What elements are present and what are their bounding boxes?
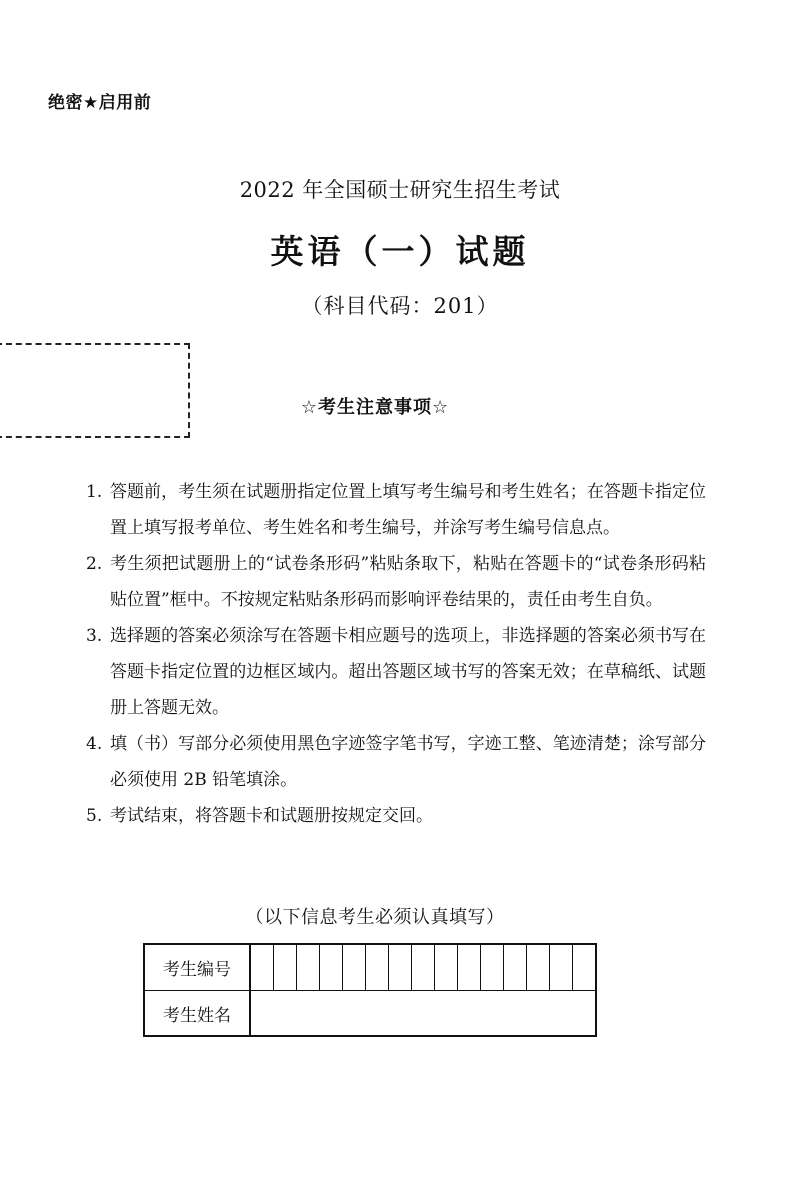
notice-item (86, 726, 706, 798)
notice-list (86, 474, 706, 834)
candidate-number-label: 考生编号 (144, 944, 250, 991)
candidate-number-digit-box[interactable] (297, 944, 320, 991)
candidate-number-digit-box[interactable] (389, 944, 412, 991)
candidate-number-digit-box[interactable] (366, 944, 389, 991)
notice-title: ☆考生注意事项☆ (300, 397, 450, 418)
candidate-number-digit-box[interactable] (550, 944, 573, 991)
barcode-sticker-area (0, 343, 190, 438)
notice-item-text: 答题前，考生须在试题册指定位置上填写考生编号和考生姓名；在答题卡指定位置上填写报考单位、考生姓名和考生编号，并涂写考生编号信息点。 (110, 482, 706, 538)
candidate-number-digit-box[interactable] (481, 944, 504, 991)
notice-item-number: 5. (86, 806, 103, 826)
candidate-number-digit-box[interactable] (320, 944, 343, 991)
candidate-number-row (144, 944, 596, 991)
notice-item-text: 填（书）写部分必须使用黑色字迹签字笔书写，字迹工整、笔迹清楚；涂写部分必须使用 2B 铅笔填涂。 (110, 734, 706, 790)
candidate-number-digit-box[interactable] (573, 944, 597, 991)
candidate-name-row (144, 991, 596, 1037)
notice-item-number: 1. (86, 482, 103, 502)
notice-item-number: 2. (86, 554, 103, 574)
subject-title: 英语（一）试题 (270, 232, 530, 271)
notice-item-text: 考生须把试题册上的“试卷条形码”粘贴条取下，粘贴在答题卡的“试卷条形码粘贴位置”框中。不按规定粘贴条形码而影响评卷结果的，责任由考生自负。 (110, 554, 706, 610)
candidate-number-digit-box[interactable] (412, 944, 435, 991)
candidate-number-digit-box[interactable] (435, 944, 458, 991)
notice-item-text: 选择题的答案必须涂写在答题卡相应题号的选项上，非选择题的答案必须书写在答题卡指定位置的边框区域内。超出答题区域书写的答案无效；在草稿纸、试题册上答题无效。 (110, 626, 706, 718)
candidate-number-digit-box[interactable] (250, 944, 274, 991)
confidential-mark: 绝密★启用前 (48, 93, 152, 113)
exam-name: 2022 年全国硕士研究生招生考试 (239, 178, 561, 202)
subject-code: （科目代码：201） (301, 294, 499, 318)
notice-item (86, 798, 706, 834)
candidate-info-form (143, 943, 597, 1037)
candidate-number-digit-box[interactable] (343, 944, 366, 991)
notice-item-number: 4. (86, 734, 103, 754)
candidate-number-digit-box[interactable] (527, 944, 550, 991)
info-form-caption: （以下信息考生必须认真填写） (245, 907, 505, 928)
notice-item (86, 474, 706, 546)
notice-item (86, 546, 706, 618)
candidate-name-field[interactable] (250, 991, 596, 1037)
notice-item-text: 考试结束，将答题卡和试题册按规定交回。 (110, 806, 433, 826)
notice-item (86, 618, 706, 726)
candidate-name-label: 考生姓名 (144, 991, 250, 1037)
notice-item-number: 3. (86, 626, 103, 646)
candidate-number-digit-box[interactable] (274, 944, 297, 991)
candidate-number-digit-box[interactable] (458, 944, 481, 991)
candidate-number-digit-box[interactable] (504, 944, 527, 991)
